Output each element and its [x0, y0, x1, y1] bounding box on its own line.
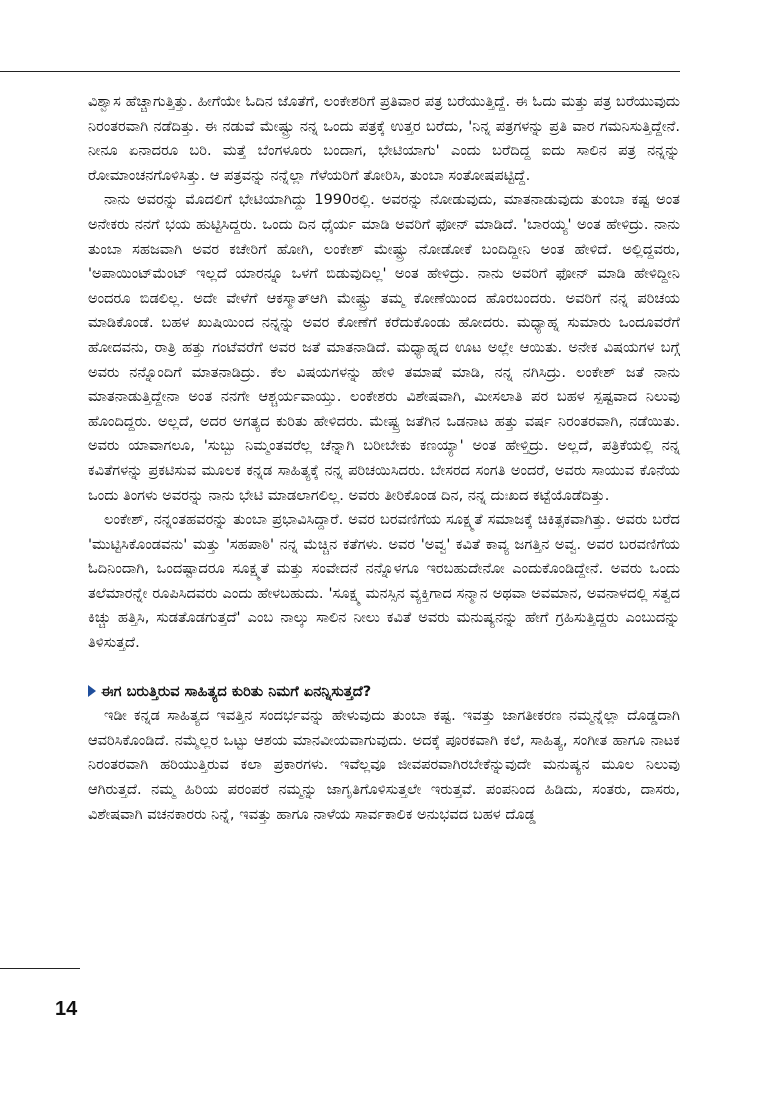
- footer-rule: [0, 968, 80, 969]
- answer-paragraph: ಇಡೀ ಕನ್ನಡ ಸಾಹಿತ್ಯದ ಇವತ್ತಿನ ಸಂದರ್ಭವನ್ನು ಹೇಳುವುದು ತುಂಬಾ ಕಷ್ಟ. ಇವತ್ತು ಜಾಗತೀಕರಣ ನಮ್ಮನ್ನೆಲ್ಲಾ ದೊಡ್ಡದಾಗಿ ಆವರಿಸಿಕೊಂಡಿದೆ. ನಮ್ಮೆಲ್ಲರ ಒಟ್ಟು ಆಶಯ ಮಾನವೀಯವಾಗುವುದು. ಅದಕ್ಕೆ ಪೂರಕವಾಗಿ ಕಲೆ, ಸಾಹಿತ್ಯ, ಸಂಗೀತ ಹಾಗೂ ನಾಟಕ ನಿರಂತರವಾಗಿ ಹರಿಯುತ್ತಿರುವ ಕಲಾ ಪ್ರಕಾರಗಳು. ಇವೆಲ್ಲವೂ ಜೀವಪರವಾಗಿರಬೇಕೆನ್ನುವುದೇ ಮನುಷ್ಯನ ಮೂಲ ನಿಲುವು ಆಗಿರುತ್ತದೆ. ನಮ್ಮ ಹಿರಿಯ ಪರಂಪರೆ ನಮ್ಮನ್ನು ಜಾಗೃತಿಗೊಳಿಸುತ್ತಲೇ ಇರುತ್ತವೆ. ಪಂಪನಿಂದ ಹಿಡಿದು, ಸಂತರು, ದಾಸರು, ವಿಶೇಷವಾಗಿ ವಚನಕಾರರು ನಿನ್ನೆ, ಇವತ್ತು ಹಾಗೂ ನಾಳೆಯ ಸಾರ್ವಕಾಲಿಕ ಅನುಭವದ ಬಹಳ ದೊಡ್ಡ: [88, 707, 680, 823]
- page-number: 14: [55, 998, 78, 1020]
- interview-question: [88, 680, 680, 705]
- paragraph-1: ವಿಶ್ವಾಸ ಹೆಚ್ಚಾಗುತ್ತಿತ್ತು. ಹೀಗೆಯೇ ಓದಿನ ಜೊತೆಗೆ, ಲಂಕೇಶರಿಗೆ ಪ್ರತಿವಾರ ಪತ್ರ ಬರೆಯುತ್ತಿದ್ದೆ. ಈ ಓದು ಮತ್ತು ಪತ್ರ ಬರೆಯುವುದು ನಿರಂತರವಾಗಿ ನಡೆದಿತ್ತು. ಈ ನಡುವೆ ಮೇಷ್ಟ್ರು ನನ್ನ ಒಂದು ಪತ್ರಕ್ಕೆ ಉತ್ತರ ಬರೆದು, 'ನಿನ್ನ ಪತ್ರಗಳನ್ನು ಪ್ರತಿ ವಾರ ಗಮನಿಸುತ್ತಿದ್ದೇನೆ. ನೀನೂ ಏನಾದರೂ ಬರಿ. ಮತ್ತೆ ಬೆಂಗಳೂರು ಬಂದಾಗ, ಭೇಟಿಯಾಗು' ಎಂದು ಬರೆದಿದ್ದ ಐದು ಸಾಲಿನ ಪತ್ರ ನನ್ನನ್ನು ರೋಮಾಂಚನಗೊಳಿಸಿತ್ತು. ಆ ಪತ್ರವನ್ನು ನನ್ನೆಲ್ಲಾ ಗೆಳೆಯರಿಗೆ ತೋರಿಸಿ, ತುಂಬಾ ಸಂತೋಷಪಟ್ಟಿದ್ದೆ.: [88, 93, 680, 184]
- triangle-right-icon: [88, 685, 96, 697]
- top-rule: [0, 71, 680, 72]
- paragraph-3: ಲಂಕೇಶ್, ನನ್ನಂತಹವರನ್ನು ತುಂಬಾ ಪ್ರಭಾವಿಸಿದ್ದಾರೆ. ಅವರ ಬರವಣಿಗೆಯ ಸೂಕ್ಷ್ಮತೆ ಸಮಾಜಕ್ಕೆ ಚಿಕಿತ್ಸಕವಾಗಿತ್ತು. ಅವರು ಬರೆದ 'ಮುಟ್ಟಿಸಿಕೊಂಡವನು' ಮತ್ತು 'ಸಹಪಾಠಿ' ನನ್ನ ಮೆಚ್ಚಿನ ಕತೆಗಳು. ಅವರ 'ಅವ್ವ' ಕವಿತೆ ಕಾವ್ಯ ಜಗತ್ತಿನ ಅವ್ವ. ಅವರ ಬರವಣಿಗೆಯ ಓದಿನಿಂದಾಗಿ, ಒಂದಷ್ಟಾದರೂ ಸೂಕ್ಷ್ಮತೆ ಮತ್ತು ಸಂವೇದನೆ ನನ್ನೊಳಗೂ ಇರಬಹುದೇನೋ ಎಂದುಕೊಂಡಿದ್ದೇನೆ. ಅವರು ಒಂದು ತಲೆಮಾರನ್ನೇ ರೂಪಿಸಿದವರು ಎಂದು ಹೇಳಬಹುದು. 'ಸೂಕ್ಷ್ಮ ಮನಸ್ಸಿನ ವ್ಯಕ್ತಿಗಾದ ಸನ್ಮಾನ ಅಥವಾ ಅವಮಾನ, ಅವನಾಳದಲ್ಲಿ ಸತ್ವದ ಕಿಚ್ಚು ಹತ್ತಿಸಿ, ಸುಡತೊಡಗುತ್ತದೆ' ಎಂಬ ನಾಲ್ಕು ಸಾಲಿನ ನೀಲು ಕವಿತೆ ಅವರು ಮನುಷ್ಯನನ್ನು ಹೇಗೆ ಗ್ರಹಿಸುತ್ತಿದ್ದರು ಎಂಬುದನ್ನು ತಿಳಿಸುತ್ತದೆ.: [88, 511, 680, 652]
- question-text: ಈಗ ಬರುತ್ತಿರುವ ಸಾಹಿತ್ಯದ ಕುರಿತು ನಿಮಗೆ ಏನನ್ನಿಸುತ್ತದೆ?: [101, 682, 372, 700]
- paragraph-2: ನಾನು ಅವರನ್ನು ಮೊದಲಿಗೆ ಭೇಟಿಯಾಗಿದ್ದು 1990ರಲ್ಲಿ. ಅವರನ್ನು ನೋಡುವುದು, ಮಾತನಾಡುವುದು ತುಂಬಾ ಕಷ್ಟ ಅಂತ ಅನೇಕರು ನನಗೆ ಭಯ ಹುಟ್ಟಿಸಿದ್ದರು. ಒಂದು ದಿನ ಧೈರ್ಯ ಮಾಡಿ ಅವರಿಗೆ ಫೋನ್ ಮಾಡಿದೆ. 'ಬಾರಯ್ಯ' ಅಂತ ಹೇಳಿದ್ರು. ನಾನು ತುಂಬಾ ಸಹಜವಾಗಿ ಅವರ ಕಚೇರಿಗೆ ಹೋಗಿ, ಲಂಕೇಶ್ ಮೇಷ್ಟ್ರು ನೋಡೋಕೆ ಬಂದಿದ್ದೀನಿ ಅಂತ ಹೇಳಿದೆ. ಅಲ್ಲಿದ್ದವರು, 'ಅಪಾಯಿಂಟ್‌ಮೆಂಟ್ ಇಲ್ಲದೆ ಯಾರನ್ನೂ ಒಳಗೆ ಬಿಡುವುದಿಲ್ಲ' ಅಂತ ಹೇಳಿದ್ರು. ನಾನು ಅವರಿಗೆ ಫೋನ್ ಮಾಡಿ ಹೇಳಿದ್ದೀನಿ ಅಂದರೂ ಬಿಡಲಿಲ್ಲ. ಅದೇ ವೇಳೆಗೆ ಆಕಸ್ಮಾತ್‌ಆಗಿ ಮೇಷ್ಟ್ರು ತಮ್ಮ ಕೋಣೆಯಿಂದ ಹೊರಬಂದರು. ಅವರಿಗೆ ನನ್ನ ಪರಿಚಯ ಮಾಡಿಕೊಂಡೆ. ಬಹಳ ಖುಷಿಯಿಂದ ನನ್ನನ್ನು ಅವರ ಕೋಣೆಗೆ ಕರೆದುಕೊಂಡು ಹೋದರು. ಮಧ್ಯಾಹ್ನ ಸುಮಾರು ಒಂದೂವರೆಗೆ ಹೋದವನು, ರಾತ್ರಿ ಹತ್ತು ಗಂಟೆವರೆಗೆ ಅವರ ಜತೆ ಮಾತನಾಡಿದೆ. ಮಧ್ಯಾಹ್ನದ ಊಟ ಅಲ್ಲೇ ಆಯಿತು. ಅನೇಕ ವಿಷಯಗಳ ಬಗ್ಗೆ ಅವರು ನನ್ನೊಂದಿಗೆ ಮಾತನಾಡಿದ್ರು. ಕೆಲ ವಿಷಯಗಳನ್ನು ಹೇಳಿ ತಮಾಷೆ ಮಾಡಿ, ನನ್ನ ನಗಿಸಿದ್ರು. ಲಂಕೇಶ್ ಜತೆ ನಾನು ಮಾತನಾಡುತ್ತಿದ್ದೇನಾ ಅಂತ ನನಗೇ ಆಶ್ಚರ್ಯವಾಯ್ತು. ಲಂಕೇಶರು ವಿಶೇಷವಾಗಿ, ಮೀಸಲಾತಿ ಪರ ಬಹಳ ಸ್ಪಷ್ಟವಾದ ನಿಲುವು ಹೊಂದಿದ್ದರು. ಅಲ್ಲದೆ, ಅದರ ಅಗತ್ಯದ ಕುರಿತು ಹೇಳಿದರು. ಮೇಷ್ಟ್ರ ಜತೆಗಿನ ಒಡನಾಟ ಹತ್ತು ವರ್ಷ ನಿರಂತರವಾಗಿ, ನಡೆಯಿತು. ಅವರು ಯಾವಾಗಲೂ, 'ಸುಬ್ಬು ನಿಮ್ಮಂತವರೆಲ್ಲ ಚೆನ್ನಾಗಿ ಬರೀಬೇಕು ಕಣಯ್ಯಾ' ಅಂತ ಹೇಳ್ತಿದ್ರು. ಅಲ್ಲದೆ, ಪತ್ರಿಕೆಯಲ್ಲಿ ನನ್ನ ಕವಿತೆಗಳನ್ನು ಪ್ರಕಟಿಸುವ ಮೂಲಕ ಕನ್ನಡ ಸಾಹಿತ್ಯಕ್ಕೆ ನನ್ನ ಪರಿಚಯಿಸಿದರು. ಬೇಸರದ ಸಂಗತಿ ಅಂದರೆ, ಅವರು ಸಾಯುವ ಕೊನೆಯ ಒಂದು ತಿಂಗಳು ಅವರನ್ನು ನಾನು ಭೇಟಿ ಮಾಡಲಾಗಲಿಲ್ಲ. ಅವರು ತೀರಿಕೊಂಡ ದಿನ, ನನ್ನ ದುಃಖದ ಕಟ್ಟೆಯೊಡೆದಿತ್ತು.: [88, 191, 680, 504]
- article-body: [88, 90, 680, 827]
- section-gap: [88, 656, 680, 680]
